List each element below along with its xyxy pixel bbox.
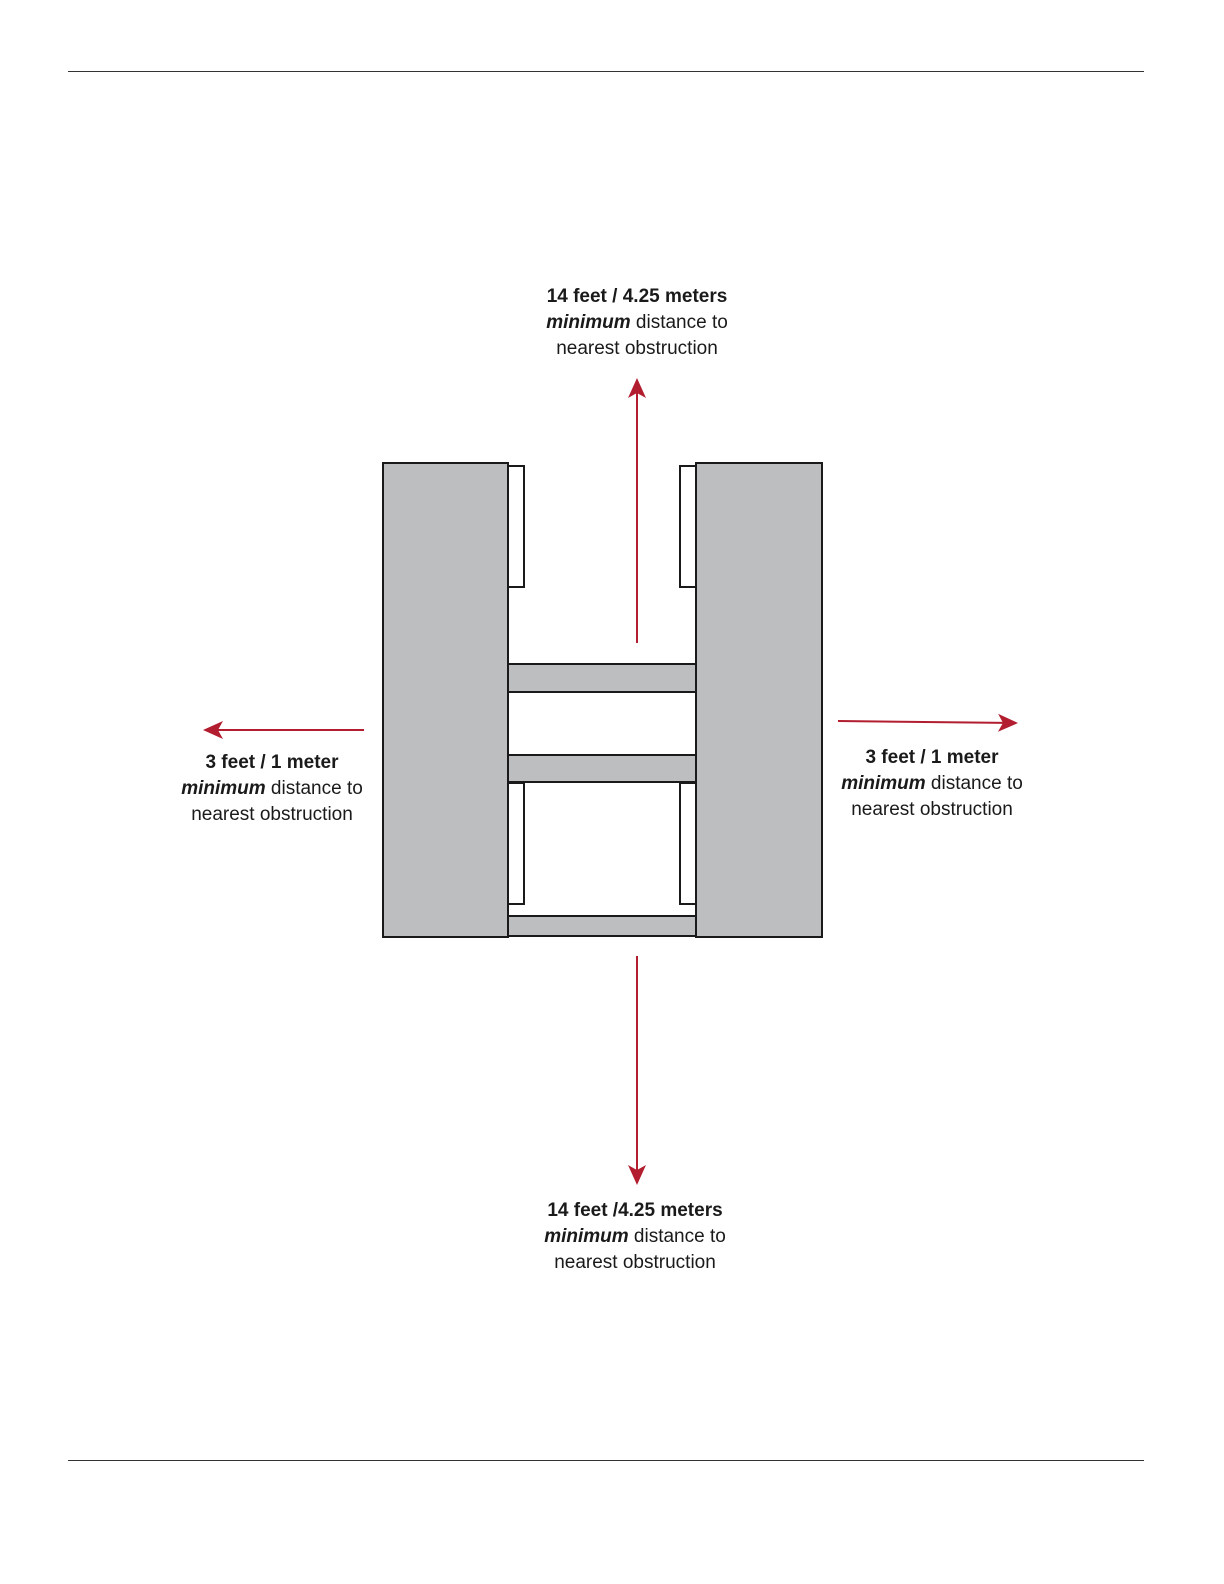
clearance-label-bottom [505,1198,765,1276]
minimum-emphasis: minimum [546,312,631,333]
tab-lower-right [680,783,696,904]
obstruction-text: nearest obstruction [851,799,1013,820]
clearance-label-left [142,750,402,828]
clearance-label-right [802,745,1062,823]
machine-footprint [383,463,822,937]
distance-text: 14 feet /4.25 meters [547,1200,723,1221]
distance-text: 14 feet / 4.25 meters [546,286,728,307]
cross-member-upper [507,664,697,692]
right-panel [696,463,822,937]
minimum-line [505,1224,765,1250]
distance-to-text: distance to [630,312,728,333]
distance-to-text: distance to [265,778,363,799]
clearance-label-top [507,284,767,362]
distance-to-text: distance to [628,1226,726,1247]
tab-lower-left [508,783,524,904]
tab-upper-right [680,466,696,587]
distance-text: 3 feet / 1 meter [205,752,339,773]
minimum-line [802,771,1062,797]
minimum-line [142,776,402,802]
arrow-right [838,721,1016,723]
distance-to-text: distance to [925,773,1023,794]
obstruction-text: nearest obstruction [556,338,718,359]
minimum-emphasis: minimum [544,1226,629,1247]
obstruction-text: nearest obstruction [554,1252,716,1273]
left-panel [383,463,508,937]
cross-member-lower [507,916,697,936]
obstruction-text: nearest obstruction [191,804,353,825]
tab-upper-left [508,466,524,587]
cross-member-middle [507,755,697,782]
minimum-emphasis: minimum [841,773,926,794]
minimum-line [507,310,767,336]
distance-text: 3 feet / 1 meter [865,747,999,768]
minimum-emphasis: minimum [181,778,266,799]
